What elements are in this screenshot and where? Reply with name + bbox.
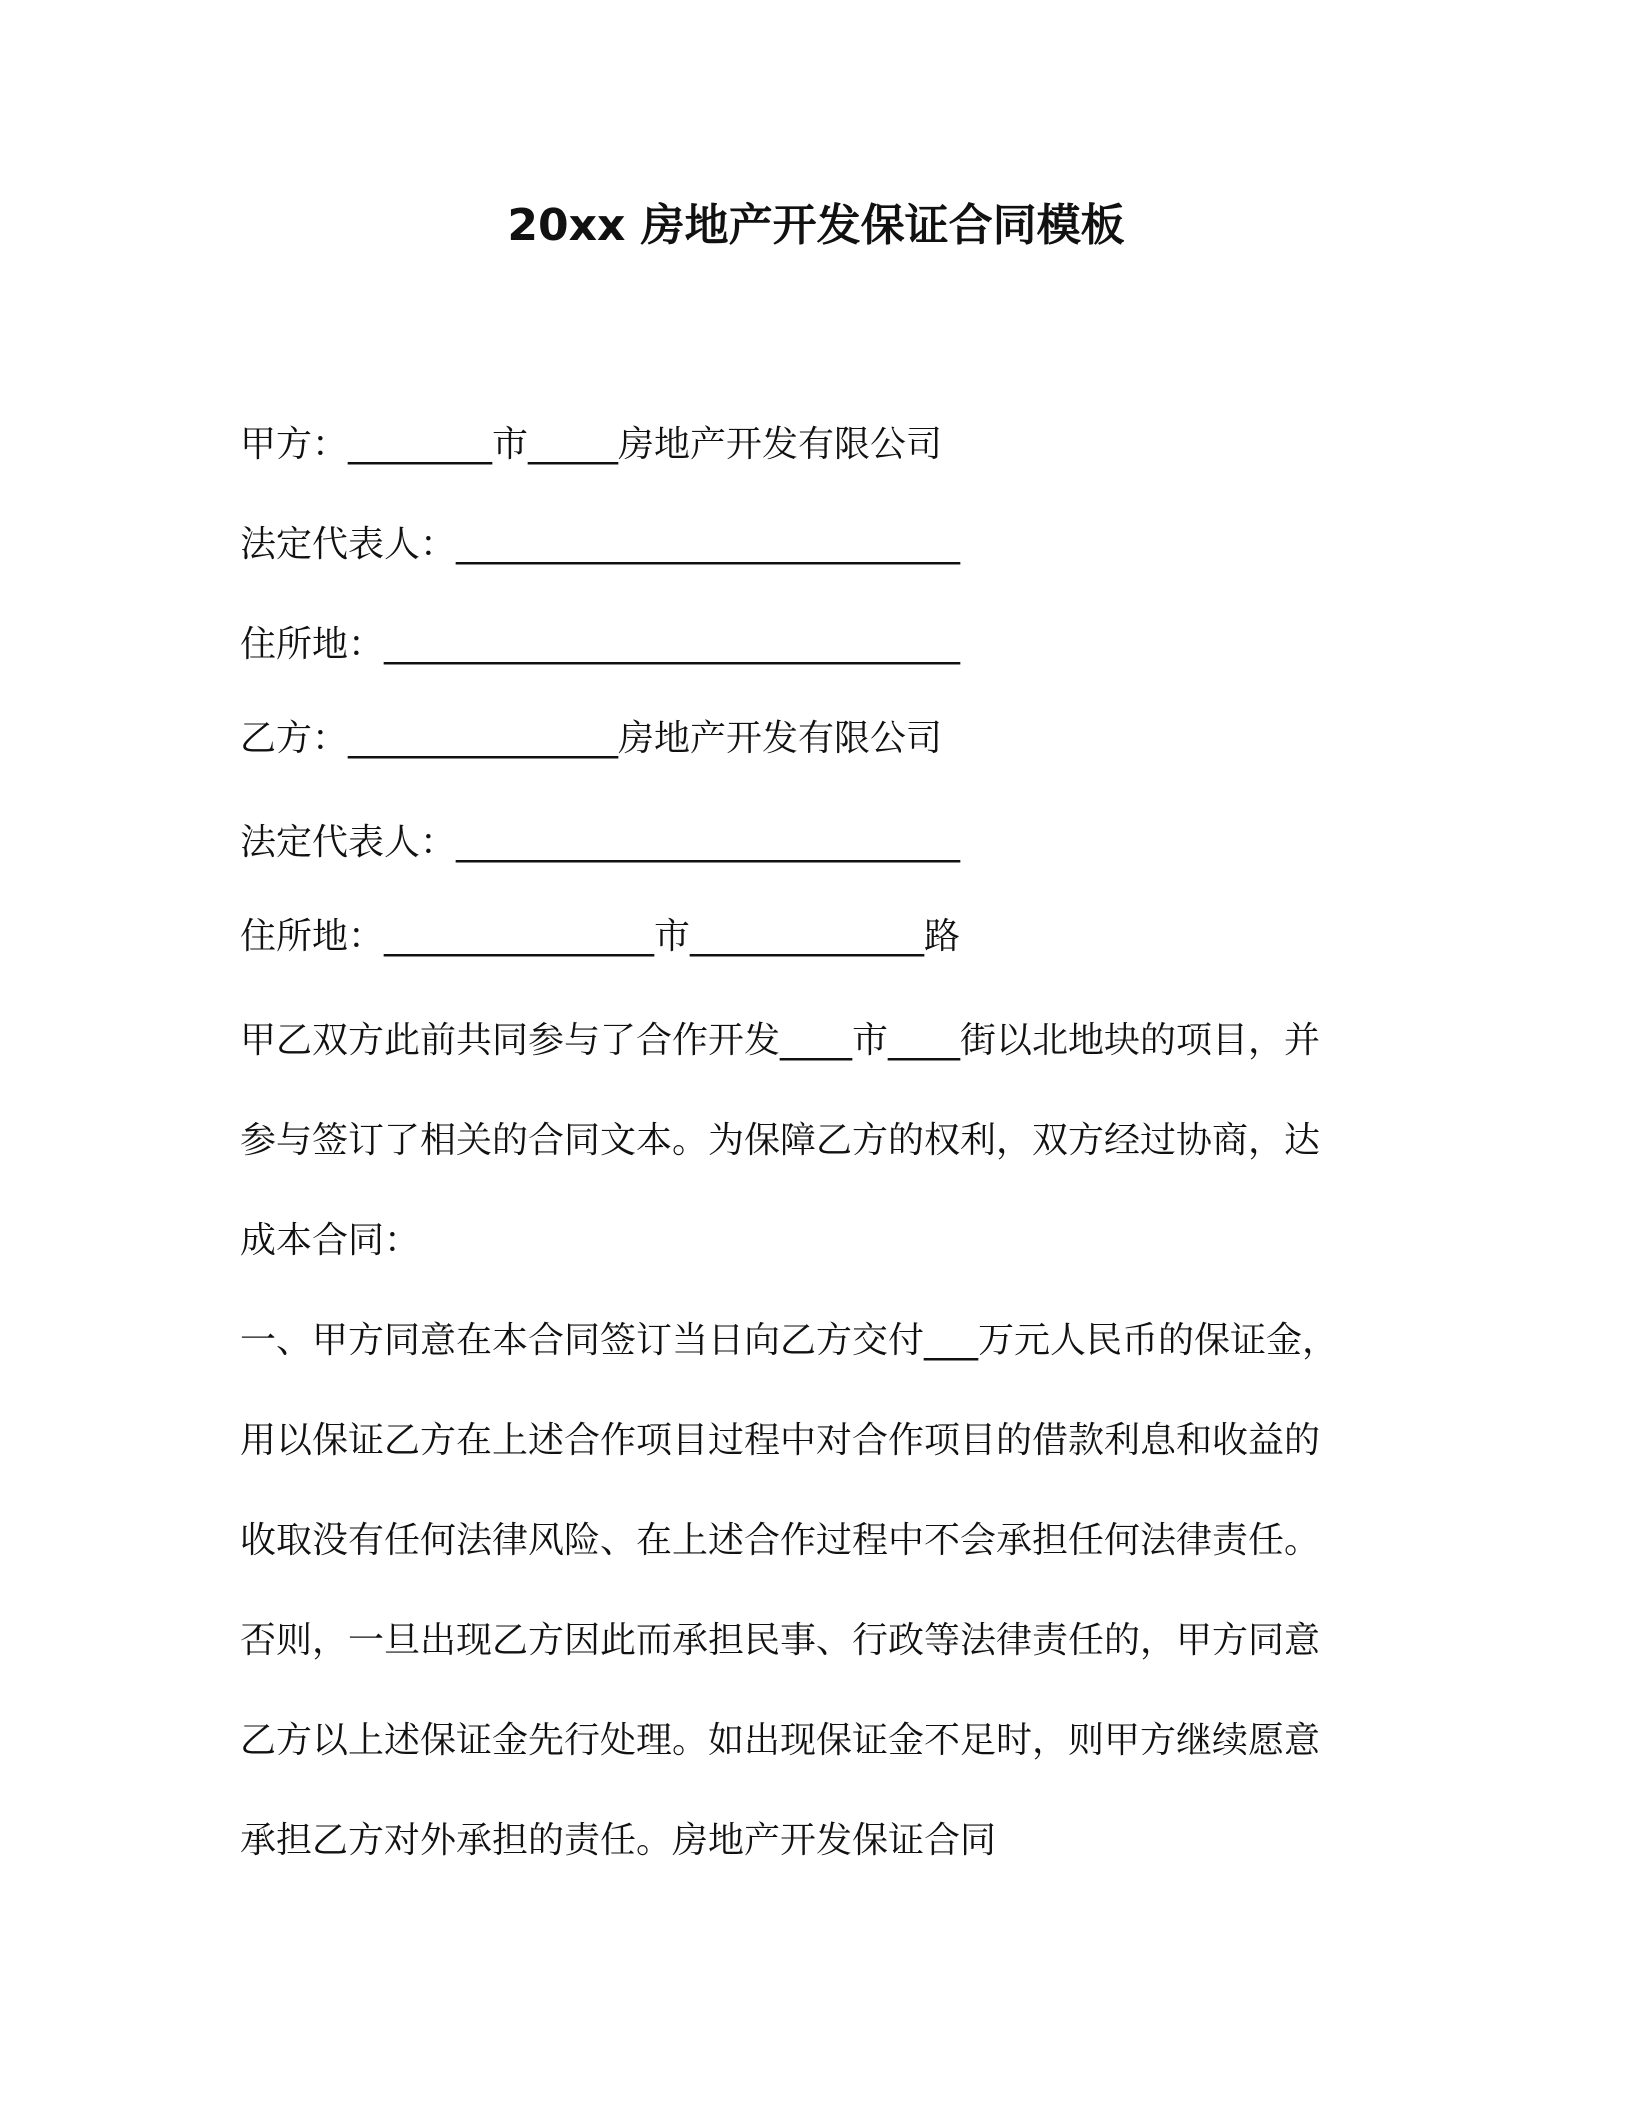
body-line: 乙方以上述保证金先行处理。如出现保证金不足时，则甲方继续愿意 <box>240 1720 1321 1761</box>
body-line: 参与签订了相关的合同文本。为保障乙方的权利，双方经过协商，达 <box>240 1120 1321 1161</box>
body-line: 收取没有任何法律风险、在上述合作过程中不会承担任何法律责任。 <box>240 1520 1321 1561</box>
party-b-representative-line: 法定代表人：____________________________ <box>240 822 961 863</box>
document-title: 20xx 房地产开发保证合同模板 <box>507 200 1125 251</box>
body-line: 成本合同： <box>240 1220 421 1261</box>
party-b-address-line: 住所地：_______________市_____________路 <box>240 916 961 957</box>
party-a-representative-line: 法定代表人：____________________________ <box>240 524 961 565</box>
party-b-line: 乙方：_______________房地产开发有限公司 <box>240 718 943 759</box>
body-line: 甲乙双方此前共同参与了合作开发____市____街以北地块的项目，并 <box>240 1020 1321 1061</box>
party-a-line: 甲方：________市_____房地产开发有限公司 <box>240 424 943 465</box>
body-line: 承担乙方对外承担的责任。房地产开发保证合同 <box>240 1820 997 1861</box>
body-line: 用以保证乙方在上述合作项目过程中对合作项目的借款利息和收益的 <box>240 1420 1321 1461</box>
party-a-address-line: 住所地：________________________________ <box>240 624 961 665</box>
body-line: 一、甲方同意在本合同签订当日向乙方交付___万元人民币的保证金， <box>240 1320 1339 1361</box>
body-line: 否则，一旦出现乙方因此而承担民事、行政等法律责任的，甲方同意 <box>240 1620 1321 1661</box>
